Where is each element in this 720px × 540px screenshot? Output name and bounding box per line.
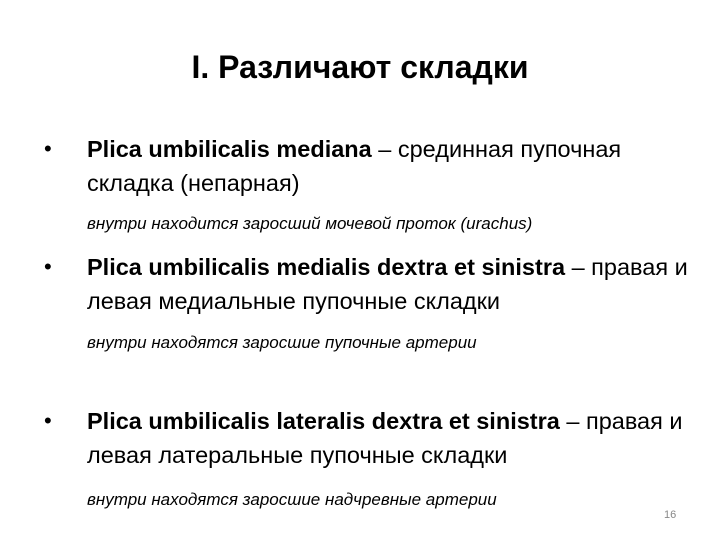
item-text bbox=[87, 404, 704, 472]
bullet-marker: • bbox=[44, 408, 52, 433]
bullet-marker: • bbox=[44, 136, 52, 161]
term-name: Plica umbilicalis lateralis dextra et sinistra bbox=[87, 408, 560, 434]
list-item bbox=[44, 132, 704, 236]
term-name: Plica umbilicalis mediana bbox=[87, 136, 372, 162]
item-note: внутри находятся заросшие надчревные артерии bbox=[87, 490, 497, 509]
list-item bbox=[44, 250, 704, 355]
term-description: – правая и левая медиальные пупочные складки bbox=[87, 254, 688, 314]
term-name: Plica umbilicalis medialis dextra et sinistra bbox=[87, 254, 566, 280]
item-note: внутри находятся заросшие пупочные артерии bbox=[87, 333, 477, 352]
term-description: – срединная пупочная складка (непарная) bbox=[87, 136, 622, 196]
list-item bbox=[44, 404, 704, 512]
page-number: 16 bbox=[664, 509, 677, 521]
bullet-marker: • bbox=[44, 254, 52, 279]
item-text bbox=[87, 132, 704, 200]
item-note: внутри находится заросший мочевой проток (urachus) bbox=[87, 214, 533, 233]
item-text bbox=[87, 250, 704, 318]
slide-title: I. Различают складки bbox=[191, 49, 529, 85]
term-description: – правая и левая латеральные пупочные складки bbox=[87, 408, 683, 468]
